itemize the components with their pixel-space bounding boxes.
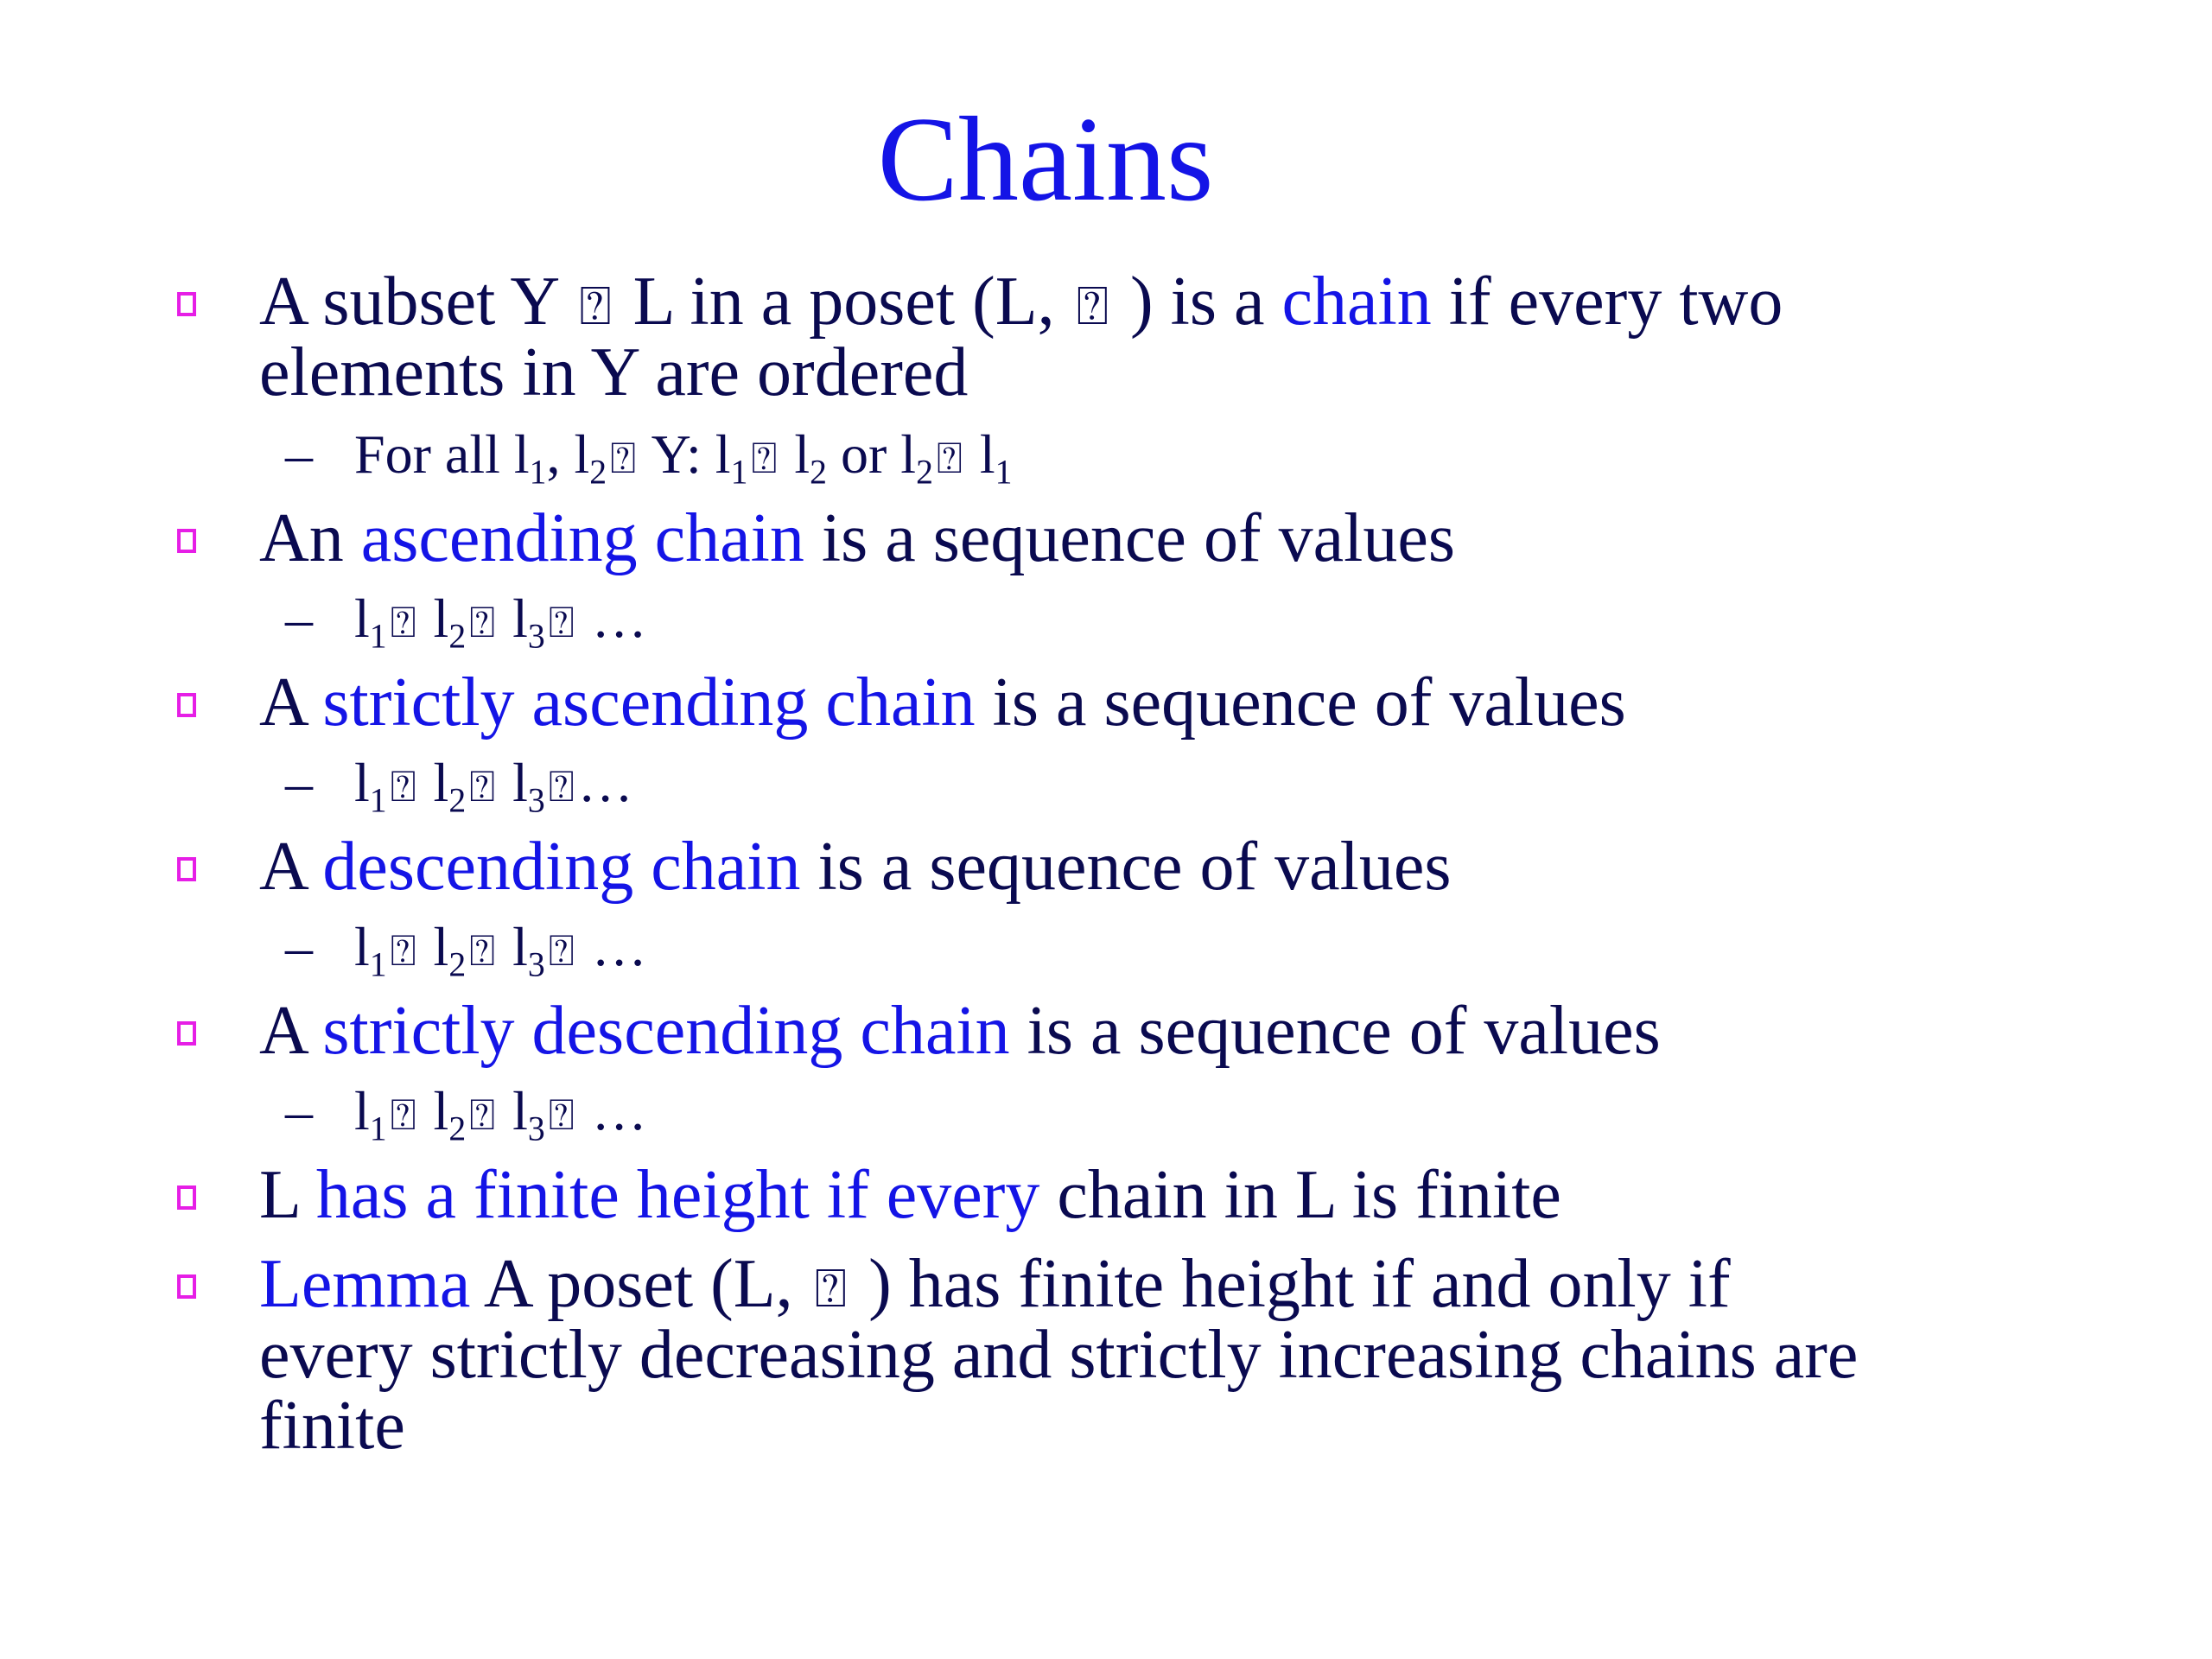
text-run: l	[354, 588, 370, 649]
bullet-marker	[177, 693, 196, 717]
text-run: is a sequence of values	[1009, 993, 1661, 1069]
term-strictly-ascending-chain: strictly ascending chain	[322, 664, 976, 741]
finite-height-line	[259, 1157, 1561, 1233]
subscript: 3	[527, 781, 545, 820]
subscript: 1	[369, 1109, 387, 1148]
missing-glyph-icon: ⍰	[390, 1090, 416, 1140]
subscript: 3	[527, 1109, 545, 1148]
missing-glyph-icon: ⍰	[579, 274, 612, 337]
missing-glyph-icon: ⍰	[390, 597, 416, 647]
strictly-ascending-chain-line	[259, 664, 1626, 741]
strictly-descending-chain-line	[259, 993, 1661, 1069]
text-run: l	[499, 588, 528, 649]
bullet-marker	[177, 1185, 196, 1210]
missing-glyph-icon: ⍰	[610, 433, 637, 483]
missing-glyph-icon: ⍰	[390, 925, 416, 976]
bullet-marker	[177, 857, 196, 881]
ascending-chain-sequence	[285, 588, 647, 656]
bullet-marker	[177, 1274, 196, 1299]
term-strictly-descending-chain: strictly descending chain	[322, 993, 1010, 1069]
chain-condition	[285, 423, 1013, 492]
text-run: An	[259, 500, 361, 576]
descending-chain-sequence	[285, 916, 647, 984]
text-run: chain in L is finite	[1039, 1157, 1561, 1233]
text-run: A poset (L,	[470, 1246, 810, 1322]
dash-marker: –	[285, 752, 313, 813]
dash-marker: –	[285, 423, 313, 485]
text-run: A	[259, 664, 323, 741]
subscript: 2	[916, 453, 933, 492]
subscript: 1	[369, 945, 387, 984]
missing-glyph-icon: ⍰	[814, 1256, 848, 1319]
missing-glyph-icon: ⍰	[751, 433, 778, 483]
text-run: A subset Y	[259, 264, 575, 340]
text-run: l	[780, 423, 810, 485]
lemma-line-3: finite	[259, 1388, 405, 1464]
bullet-marker	[177, 1021, 196, 1046]
text-run: For all l	[354, 423, 530, 485]
dash-marker: –	[285, 1080, 313, 1141]
text-run: A	[259, 829, 323, 905]
term-descending-chain: descending chain	[322, 829, 801, 905]
text-run: l	[965, 423, 995, 485]
subscript: 3	[527, 617, 545, 656]
missing-glyph-icon: ⍰	[469, 925, 496, 976]
text-run: is a sequence of values	[975, 664, 1626, 741]
text-run: l	[499, 752, 528, 813]
text-run: if every two	[1431, 264, 1783, 340]
text-run: l	[419, 752, 449, 813]
missing-glyph-icon: ⍰	[936, 433, 963, 483]
chain-definition-line-2: elements in Y are ordered	[259, 334, 969, 410]
text-run: l	[354, 752, 370, 813]
text-run: L in a poset (L,	[615, 264, 1072, 340]
slide-title: Chains	[877, 92, 1214, 226]
text-run: …	[577, 916, 647, 977]
text-run: …	[577, 1080, 647, 1141]
text-run: l	[419, 916, 449, 977]
term-lemma: Lemma	[259, 1246, 471, 1322]
dash-marker: –	[285, 588, 313, 649]
missing-glyph-icon: ⍰	[469, 597, 496, 647]
text-run: …	[577, 752, 633, 813]
subscript: 1	[730, 453, 748, 492]
bullet-marker	[177, 529, 196, 553]
bullet-marker	[177, 292, 196, 316]
subscript: 2	[448, 945, 467, 984]
chain-definition-line-1	[259, 266, 1783, 341]
subscript: 2	[448, 781, 467, 820]
strictly-ascending-chain-sequence	[285, 752, 633, 820]
text-run: l	[419, 1080, 449, 1141]
text-run: l	[354, 916, 370, 977]
missing-glyph-icon: ⍰	[548, 1090, 575, 1140]
subscript: 2	[448, 617, 467, 656]
text-run: is a sequence of values	[800, 829, 1452, 905]
strictly-descending-chain-sequence	[285, 1080, 647, 1148]
missing-glyph-icon: ⍰	[469, 761, 496, 811]
dash-marker: –	[285, 916, 313, 977]
missing-glyph-icon: ⍰	[1076, 274, 1109, 337]
subscript: 2	[810, 453, 827, 492]
subscript: 1	[995, 453, 1013, 492]
subscript: 1	[369, 617, 387, 656]
text-run: ) is a	[1113, 264, 1282, 340]
lemma-line-2: every strictly decreasing and strictly increasing chains are	[259, 1317, 1859, 1393]
term-ascending-chain: ascending chain	[360, 500, 804, 576]
missing-glyph-icon: ⍰	[548, 761, 575, 811]
text-run: l	[354, 1080, 370, 1141]
text-run: …	[577, 588, 647, 649]
missing-glyph-icon: ⍰	[390, 761, 416, 811]
text-run: l	[419, 588, 449, 649]
descending-chain-line	[259, 829, 1452, 905]
subscript: 3	[527, 945, 545, 984]
term-finite-height: has a finite height if every	[315, 1157, 1040, 1233]
text-run: or l	[826, 423, 917, 485]
text-run: , l	[546, 423, 590, 485]
missing-glyph-icon: ⍰	[548, 925, 575, 976]
ascending-chain-line	[259, 500, 1455, 576]
text-run: ) has finite height if and only if	[851, 1246, 1731, 1322]
text-run: A	[259, 993, 323, 1069]
subscript: 1	[369, 781, 387, 820]
subscript: 2	[589, 453, 607, 492]
subscript: 2	[448, 1109, 467, 1148]
text-run: l	[499, 1080, 528, 1141]
text-run: L	[259, 1157, 316, 1233]
text-run: is a sequence of values	[804, 500, 1455, 576]
subscript: 1	[529, 453, 547, 492]
term-chain: chain	[1281, 264, 1432, 340]
missing-glyph-icon: ⍰	[548, 597, 575, 647]
missing-glyph-icon: ⍰	[469, 1090, 496, 1140]
lemma-line-1	[259, 1246, 1731, 1324]
text-run: Y: l	[639, 423, 731, 485]
text-run: l	[499, 916, 528, 977]
